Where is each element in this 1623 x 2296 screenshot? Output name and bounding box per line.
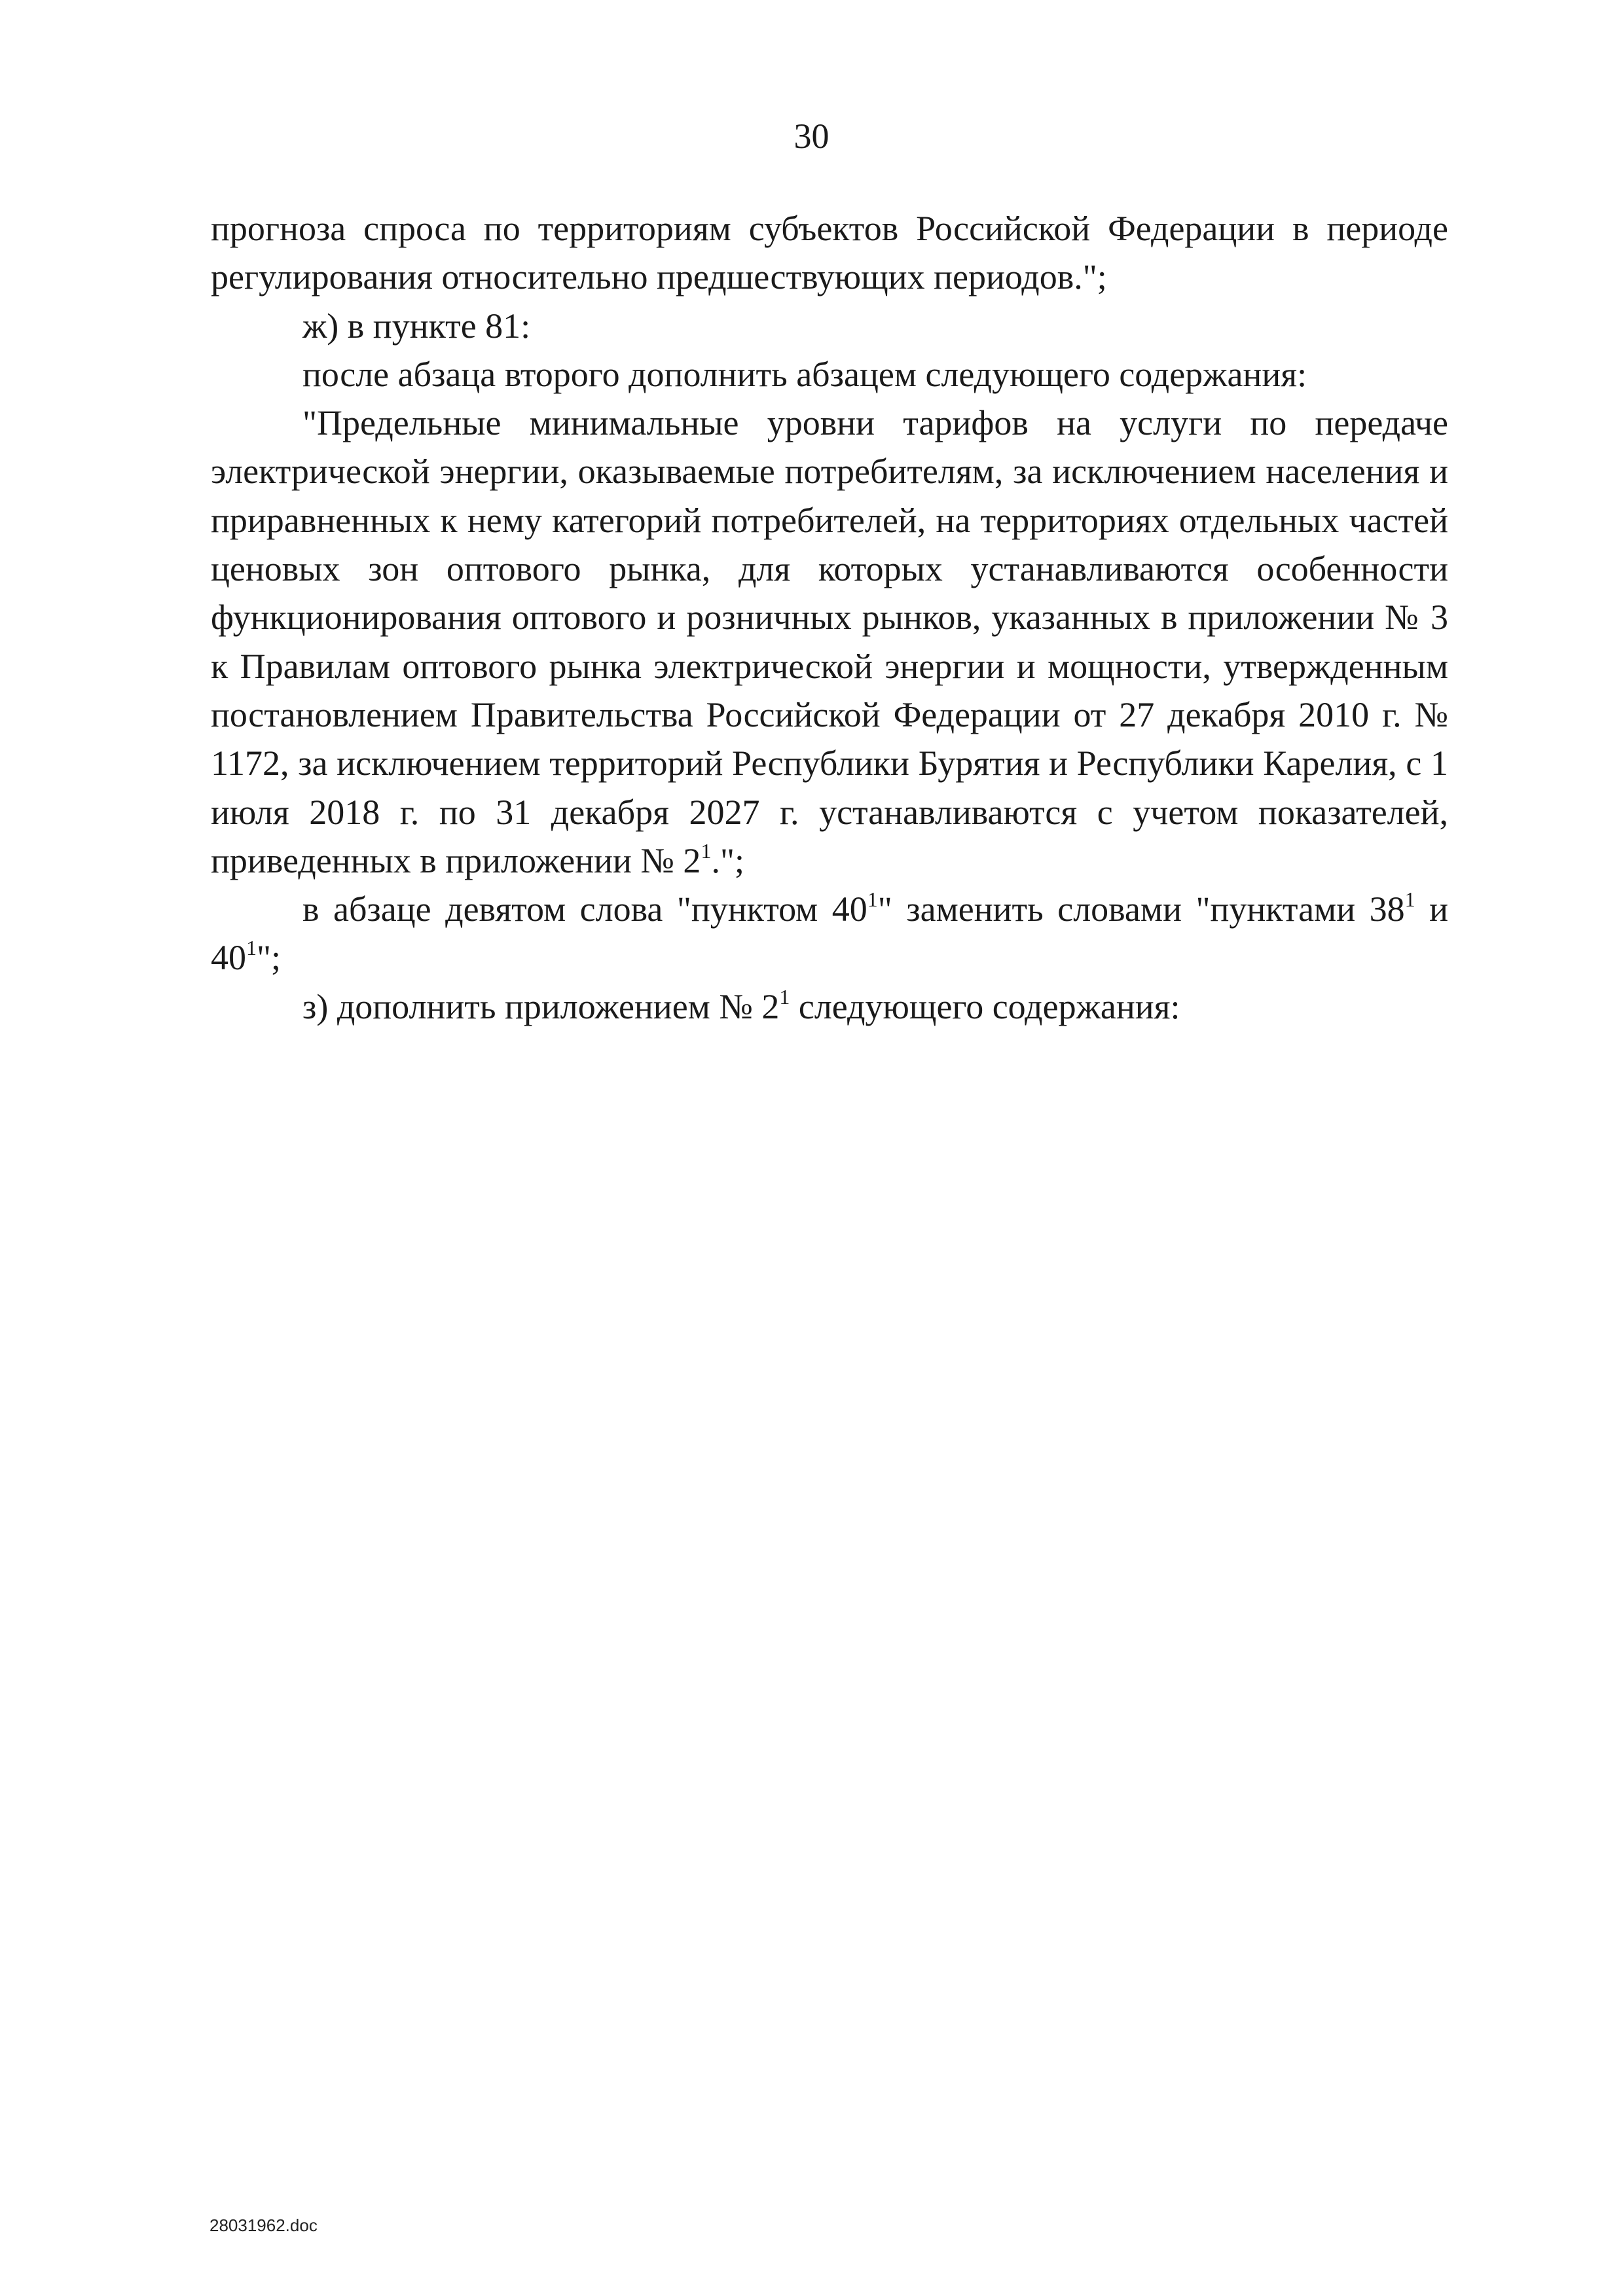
quoted-amendment-end: ."; — [711, 840, 744, 880]
replacement-text-d: "; — [257, 938, 282, 978]
superscript: 1 — [867, 888, 878, 912]
paragraph-item-zh: ж) в пункте 81: — [302, 306, 531, 346]
paragraph-instruction: после абзаца второго дополнить абзацем следующего содержания: — [302, 354, 1307, 394]
paragraph-item-z — [211, 982, 1448, 1031]
document-body — [211, 204, 1448, 1031]
replacement-text-c: и 40 — [211, 889, 1448, 978]
item-z-text-a: з) дополнить приложением № 2 — [302, 986, 780, 1026]
superscript: 1 — [779, 984, 790, 1009]
replacement-text-a: в абзаце девятом слова "пунктом 40 — [302, 889, 867, 929]
page-number: 30 — [793, 117, 830, 156]
paragraph-quoted-amendment — [211, 399, 1448, 885]
paragraph-replacement — [211, 885, 1448, 982]
superscript: 1 — [701, 838, 712, 863]
superscript: 1 — [1404, 888, 1415, 912]
quoted-amendment-text: "Предельные минимальные уровни тарифов на услуги по передаче электрической энергии, оказываемые потребителям, за исключением населения и приравненных к нему категорий потребителей, на территориях отдельных частей ценовых зон оптового рынка, для которых устанавливаются особенности функционирования оптового и розничных рынков, указанных в приложении № 3 к Правилам оптового рынка электрической энергии и мощности, утвержденным постановлением Правительства Российской Федерации от 27 декабря 2010 г. № 1172, за исключением территорий Республики Бурятия и Республики Карелия, с 1 июля 2018 г. по 31 декабря 2027 г. устанавливаются с учетом показателей, приведенных в приложении № 2 — [211, 403, 1448, 880]
item-z-text-b: следующего содержания: — [790, 986, 1180, 1026]
paragraph-continuation: прогноза спроса по территориям субъектов Российской Федерации в периоде регулирования относительно предшествующих периодов."; — [211, 209, 1448, 297]
superscript: 1 — [246, 936, 257, 960]
replacement-text-b: " заменить словами "пунктами 38 — [877, 889, 1405, 929]
footer-doc-code: 28031962.doc — [210, 2215, 318, 2235]
